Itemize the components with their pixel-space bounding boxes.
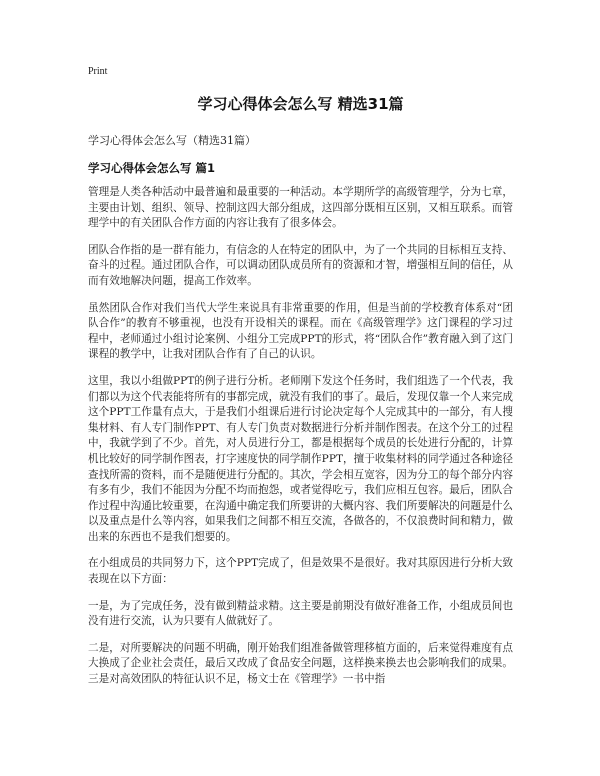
paragraph-3: 虽然团队合作对我们当代大学生来说具有非常重要的作用，但是当前的学校教育体系对“团队合作”的教育不够重视，也没有开设相关的课程。而在《高级管理学》这门课程的学习过程中，老师通过小组讨论案例、小组分工完成PPT的形式，将“团队合作”教育融入到了这门课程的教学中，让我对团队合作有了自己的认识。 <box>88 301 513 361</box>
paragraph-5: 在小组成员的共同努力下，这个PPT完成了，但是效果不是很好。我对其原因进行分析大致表现在以下方面： <box>88 557 513 586</box>
print-label: Print <box>88 66 108 77</box>
paragraph-7: 二是，对所要解决的问题不明确，刚开始我们组准备做管理移植方面的，后来觉得难度有点大换成了企业社会责任，最后又改成了食品安全问题，这样换来换去也会影响我们的成果。三是对高效团队的特征认识不足，杨文士在《管理学》一书中指 <box>88 641 513 686</box>
document-page <box>88 66 513 699</box>
section-heading: 学习心得体会怎么写 篇1 <box>88 161 216 175</box>
document-subtitle: 学习心得体会怎么写（精选31篇） <box>88 134 256 147</box>
document-title: 学习心得体会怎么写 精选31篇 <box>197 95 404 113</box>
paragraph-4: 这里，我以小组做PPT的例子进行分析。老师刚下发这个任务时，我们组选了一个代表，我们都以为这个代表能将所有的事都完成，就没有我们的事了。最后，发现仅靠一个人来完成这个PPT工作量有点大，于是我们小组课后进行讨论决定每个人完成其中的一部分，有人搜集材料、有人专门制作PPT、有人专门负责对数据进行分析并制作图表。在这个分工的过程中，我就学到了不少。首先，对人员进行分工，都是根据每个成员的长处进行分配的，计算机比较好的同学制作图表，打字速度快的同学制作PPT，擅于收集材料的同学通过各种途径查找所需的资料，而不是随便进行分配的。其次，学会相互宽容，因为分工的每个部分内容有多有少，我们不能因为分配不均而抱怨，或者觉得吃亏，我们应相互包容。最后，团队合作过程中沟通比较重要，在沟通中确定我们所要讲的大概内容、我们所要解决的问题是什么以及重点是什么等内容，如果我们之间都不相互交流，各做各的，不仅浪费时间和精力，做出来的东西也不是我们想要的。 <box>88 374 513 543</box>
paragraph-6: 一是，为了完成任务，没有做到精益求精。这主要是前期没有做好准备工作，小组成员间也没有进行交流，认为只要有人做就好了。 <box>88 599 513 628</box>
paragraph-2: 团队合作指的是一群有能力，有信念的人在特定的团队中，为了一个共同的目标相互支持、奋斗的过程。通过团队合作，可以调动团队成员所有的资源和才智，增强相互间的信任，从而有效地解决问题，提高工作效率。 <box>88 243 513 287</box>
paragraph-1: 管理是人类各种活动中最普遍和最重要的一种活动。本学期所学的高级管理学，分为七章，主要由计划、组织、领导、控制这四大部分组成，这四部分既相互区别，又相互联系。而管理学中的有关团队合作方面的内容让我有了很多体会。 <box>88 186 513 230</box>
